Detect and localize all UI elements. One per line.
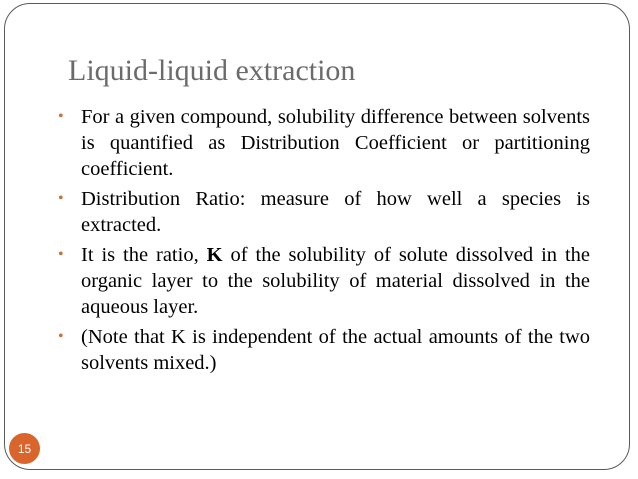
bullet-text-post: of the solubility of solute dissolved in the organic layer to the solubility of material dissolved in the aqueous layer. [81,244,590,318]
bullet-item [58,104,590,182]
bullet-text: Distribution Ratio: measure of how well a species is extracted. [81,188,590,236]
bullet-item [58,242,590,320]
bullet-emphasis: K [206,244,223,266]
bullet-icon: • [58,190,64,207]
slide-title: Liquid-liquid extraction [68,54,356,87]
bullet-text: (Note that K is independent of the actual amounts of the two solvents mixed.) [81,326,590,374]
bullet-item [58,186,590,238]
bullet-icon: • [58,246,64,263]
bullet-icon: • [58,108,64,125]
page-number-badge [9,433,40,464]
bullet-text-pre: It is the ratio, [81,244,207,266]
bullet-item [58,324,590,376]
bullet-list [58,104,590,380]
bullet-text: For a given compound, solubility difference between solvents is quantified as Distribution Coefficient or partitioning coefficient. [81,106,590,180]
bullet-icon: • [58,328,64,345]
page-number: 15 [17,441,32,456]
